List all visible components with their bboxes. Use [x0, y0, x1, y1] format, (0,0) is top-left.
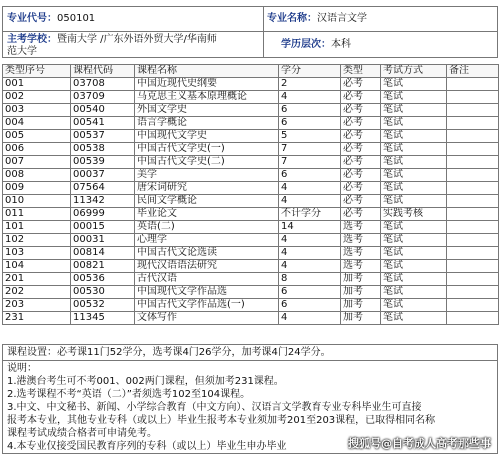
cell-course-code: 00814 — [71, 247, 135, 260]
table-row — [3, 169, 499, 182]
course-settings-summary: 课程设置：必考课11门52学分，选考课4门26学分，加考课4门24学分。 — [7, 347, 331, 358]
cell-credits: 4 — [279, 91, 341, 104]
cell-course-name: 文体写作 — [135, 312, 279, 325]
education-level-label: 学历层次： — [281, 39, 331, 50]
table-row — [3, 221, 499, 234]
column-header-remarks: 备注 — [447, 65, 499, 78]
course-table — [2, 64, 499, 325]
cell-category: 选考 — [341, 260, 381, 273]
cell-type-number: 010 — [3, 195, 71, 208]
cell-remarks — [447, 143, 499, 156]
note-line: 报考本专业，其他专业专科（或以上）毕业生报考本专业须加考201至203课程，已取得相同名称 — [7, 415, 436, 426]
cell-remarks — [447, 104, 499, 117]
cell-course-code: 00541 — [71, 117, 135, 130]
education-level — [281, 38, 351, 51]
cell-remarks — [447, 169, 499, 182]
cell-type-number: 001 — [3, 78, 71, 91]
cell-exam-method: 笔试 — [381, 195, 447, 208]
column-header-course-code: 课程代码 — [71, 65, 135, 78]
cell-credits: 6 — [279, 117, 341, 130]
note-line: 课程考试成绩合格者可申请免考。 — [7, 428, 157, 439]
cell-remarks — [447, 208, 499, 221]
cell-course-name: 美学 — [135, 169, 279, 182]
cell-course-name: 中国古代文学史(二) — [135, 156, 279, 169]
cell-course-code: 03709 — [71, 91, 135, 104]
table-row — [3, 312, 499, 325]
cell-category: 必考 — [341, 169, 381, 182]
cell-course-name: 中国现代文学史 — [135, 130, 279, 143]
exam-school — [7, 33, 217, 46]
cell-exam-method: 笔试 — [381, 286, 447, 299]
cell-course-code: 00538 — [71, 143, 135, 156]
cell-category: 必考 — [341, 195, 381, 208]
cell-category: 必考 — [341, 91, 381, 104]
column-header-category: 类型 — [341, 65, 381, 78]
cell-credits: 2 — [279, 78, 341, 91]
cell-exam-method: 笔试 — [381, 104, 447, 117]
cell-course-name: 中国近现代史纲要 — [135, 78, 279, 91]
table-row — [3, 104, 499, 117]
cell-exam-method: 笔试 — [381, 117, 447, 130]
major-name-label: 专业名称： — [267, 13, 317, 24]
cell-category: 选考 — [341, 221, 381, 234]
cell-course-code: 00015 — [71, 221, 135, 234]
table-row — [3, 182, 499, 195]
cell-type-number: 104 — [3, 260, 71, 273]
cell-type-number: 203 — [3, 299, 71, 312]
cell-remarks — [447, 247, 499, 260]
cell-course-code: 00821 — [71, 260, 135, 273]
note-line: 3.中文、中文秘书、新闻、小学综合教育（中文方向）、汉语言文学教育专业专科毕业生可直接 — [7, 402, 422, 413]
cell-course-name: 中国现代文学作品选 — [135, 286, 279, 299]
cell-course-name: 毕业论文 — [135, 208, 279, 221]
cell-course-code: 00530 — [71, 286, 135, 299]
cell-credits: 4 — [279, 260, 341, 273]
cell-type-number: 103 — [3, 247, 71, 260]
note-line: 1.港澳台考生可不考001、002两门课程，但须加考231课程。 — [7, 376, 284, 387]
cell-type-number: 102 — [3, 234, 71, 247]
cell-credits: 6 — [279, 299, 341, 312]
column-header-credits: 学分 — [279, 65, 341, 78]
cell-type-number: 003 — [3, 104, 71, 117]
cell-exam-method: 笔试 — [381, 169, 447, 182]
cell-category: 加考 — [341, 299, 381, 312]
cell-type-number: 009 — [3, 182, 71, 195]
table-row — [3, 273, 499, 286]
cell-course-name: 外国文学史 — [135, 104, 279, 117]
cell-category: 必考 — [341, 156, 381, 169]
exam-school-value: 暨南大学 /广东外语外贸大学/华南师 — [57, 34, 217, 45]
notes-divider — [3, 360, 497, 361]
cell-course-code: 00536 — [71, 273, 135, 286]
cell-category: 必考 — [341, 143, 381, 156]
cell-remarks — [447, 221, 499, 234]
cell-remarks — [447, 78, 499, 91]
cell-type-number: 201 — [3, 273, 71, 286]
cell-course-name: 心理学 — [135, 234, 279, 247]
exam-school-label: 主考学校： — [7, 34, 57, 45]
table-row — [3, 91, 499, 104]
cell-exam-method: 笔试 — [381, 221, 447, 234]
cell-credits: 4 — [279, 234, 341, 247]
table-row — [3, 156, 499, 169]
cell-credits: 4 — [279, 312, 341, 325]
cell-category: 必考 — [341, 117, 381, 130]
table-row — [3, 247, 499, 260]
cell-course-code: 00539 — [71, 156, 135, 169]
cell-course-code: 06999 — [71, 208, 135, 221]
cell-remarks — [447, 117, 499, 130]
cell-remarks — [447, 130, 499, 143]
course-notes — [2, 344, 498, 454]
cell-exam-method: 笔试 — [381, 260, 447, 273]
table-row — [3, 208, 499, 221]
cell-exam-method: 笔试 — [381, 273, 447, 286]
major-code-value: 050101 — [57, 13, 96, 24]
cell-category: 必考 — [341, 130, 381, 143]
cell-type-number: 008 — [3, 169, 71, 182]
cell-course-name: 现代汉语语法研究 — [135, 260, 279, 273]
cell-course-name: 古代汉语 — [135, 273, 279, 286]
cell-course-code: 07564 — [71, 182, 135, 195]
cell-course-code: 00537 — [71, 130, 135, 143]
cell-exam-method: 笔试 — [381, 78, 447, 91]
cell-credits: 6 — [279, 169, 341, 182]
cell-exam-method: 笔试 — [381, 247, 447, 260]
cell-course-code: 00031 — [71, 234, 135, 247]
cell-exam-method: 笔试 — [381, 130, 447, 143]
cell-category: 必考 — [341, 182, 381, 195]
cell-exam-method: 笔试 — [381, 143, 447, 156]
cell-exam-method: 笔试 — [381, 299, 447, 312]
cell-type-number: 202 — [3, 286, 71, 299]
major-name — [267, 12, 367, 25]
cell-course-code: 03708 — [71, 78, 135, 91]
table-row — [3, 78, 499, 91]
cell-course-name: 中国古代文学史(一) — [135, 143, 279, 156]
cell-credits: 6 — [279, 286, 341, 299]
column-header-course-name: 课程名称 — [135, 65, 279, 78]
cell-course-name: 中国古代文论选读 — [135, 247, 279, 260]
cell-course-code: 00540 — [71, 104, 135, 117]
cell-category: 加考 — [341, 273, 381, 286]
column-header-type-number: 类型序号 — [3, 65, 71, 78]
cell-course-code: 11342 — [71, 195, 135, 208]
cell-remarks — [447, 312, 499, 325]
header-divider-vertical — [263, 7, 264, 57]
cell-course-name: 唐宋词研究 — [135, 182, 279, 195]
table-row — [3, 143, 499, 156]
cell-exam-method: 笔试 — [381, 312, 447, 325]
cell-course-name: 民间文学概论 — [135, 195, 279, 208]
watermark-text: 搜狐号@自考成人高考那些事 — [348, 437, 491, 450]
major-info-header — [2, 6, 498, 58]
table-row — [3, 195, 499, 208]
cell-type-number: 231 — [3, 312, 71, 325]
course-table-header-row — [3, 65, 499, 78]
header-divider-horizontal — [3, 31, 497, 32]
table-row — [3, 299, 499, 312]
cell-exam-method: 笔试 — [381, 182, 447, 195]
cell-remarks — [447, 234, 499, 247]
major-code — [7, 12, 95, 25]
cell-category: 加考 — [341, 286, 381, 299]
cell-exam-method: 笔试 — [381, 156, 447, 169]
cell-type-number: 101 — [3, 221, 71, 234]
cell-type-number: 002 — [3, 91, 71, 104]
table-row — [3, 117, 499, 130]
notes-title: 说明： — [7, 363, 37, 374]
cell-remarks — [447, 273, 499, 286]
major-code-label: 专业代号： — [7, 13, 57, 24]
cell-category: 必考 — [341, 104, 381, 117]
table-row — [3, 286, 499, 299]
table-row — [3, 260, 499, 273]
cell-credits: 7 — [279, 143, 341, 156]
cell-remarks — [447, 195, 499, 208]
exam-school-continued: 范大学 — [7, 46, 37, 57]
cell-course-code: 00532 — [71, 299, 135, 312]
cell-credits: 14 — [279, 221, 341, 234]
cell-course-code: 00037 — [71, 169, 135, 182]
cell-exam-method: 笔试 — [381, 234, 447, 247]
cell-credits: 4 — [279, 195, 341, 208]
major-name-value: 汉语言文学 — [317, 13, 367, 24]
cell-type-number: 007 — [3, 156, 71, 169]
cell-remarks — [447, 91, 499, 104]
table-row — [3, 130, 499, 143]
cell-remarks — [447, 156, 499, 169]
cell-credits: 5 — [279, 130, 341, 143]
cell-category: 选考 — [341, 247, 381, 260]
cell-remarks — [447, 260, 499, 273]
note-line: 2.选考课程不考“英语（二）”者须选考102至104课程。 — [7, 389, 251, 400]
note-line: 4.本专业仅接受国民教育序列的专科（或以上）毕业生申办毕业 — [7, 441, 287, 452]
education-level-value: 本科 — [331, 39, 351, 50]
cell-credits: 不计学分 — [279, 208, 341, 221]
cell-remarks — [447, 299, 499, 312]
cell-type-number: 006 — [3, 143, 71, 156]
cell-course-code: 11345 — [71, 312, 135, 325]
column-header-exam-method: 考试方式 — [381, 65, 447, 78]
cell-course-name: 英语(二) — [135, 221, 279, 234]
cell-credits: 6 — [279, 104, 341, 117]
cell-course-name: 语言学概论 — [135, 117, 279, 130]
cell-category: 加考 — [341, 312, 381, 325]
cell-exam-method: 实践考核 — [381, 208, 447, 221]
cell-category: 选考 — [341, 234, 381, 247]
cell-category: 必考 — [341, 78, 381, 91]
cell-credits: 4 — [279, 182, 341, 195]
cell-remarks — [447, 182, 499, 195]
cell-type-number: 011 — [3, 208, 71, 221]
cell-credits: 4 — [279, 247, 341, 260]
cell-exam-method: 笔试 — [381, 91, 447, 104]
table-row — [3, 234, 499, 247]
cell-category: 必考 — [341, 208, 381, 221]
cell-type-number: 005 — [3, 130, 71, 143]
cell-type-number: 004 — [3, 117, 71, 130]
cell-remarks — [447, 286, 499, 299]
cell-credits: 8 — [279, 273, 341, 286]
cell-course-name: 中国古代文学作品选(一) — [135, 299, 279, 312]
cell-credits: 7 — [279, 156, 341, 169]
cell-course-name: 马克思主义基本原理概论 — [135, 91, 279, 104]
